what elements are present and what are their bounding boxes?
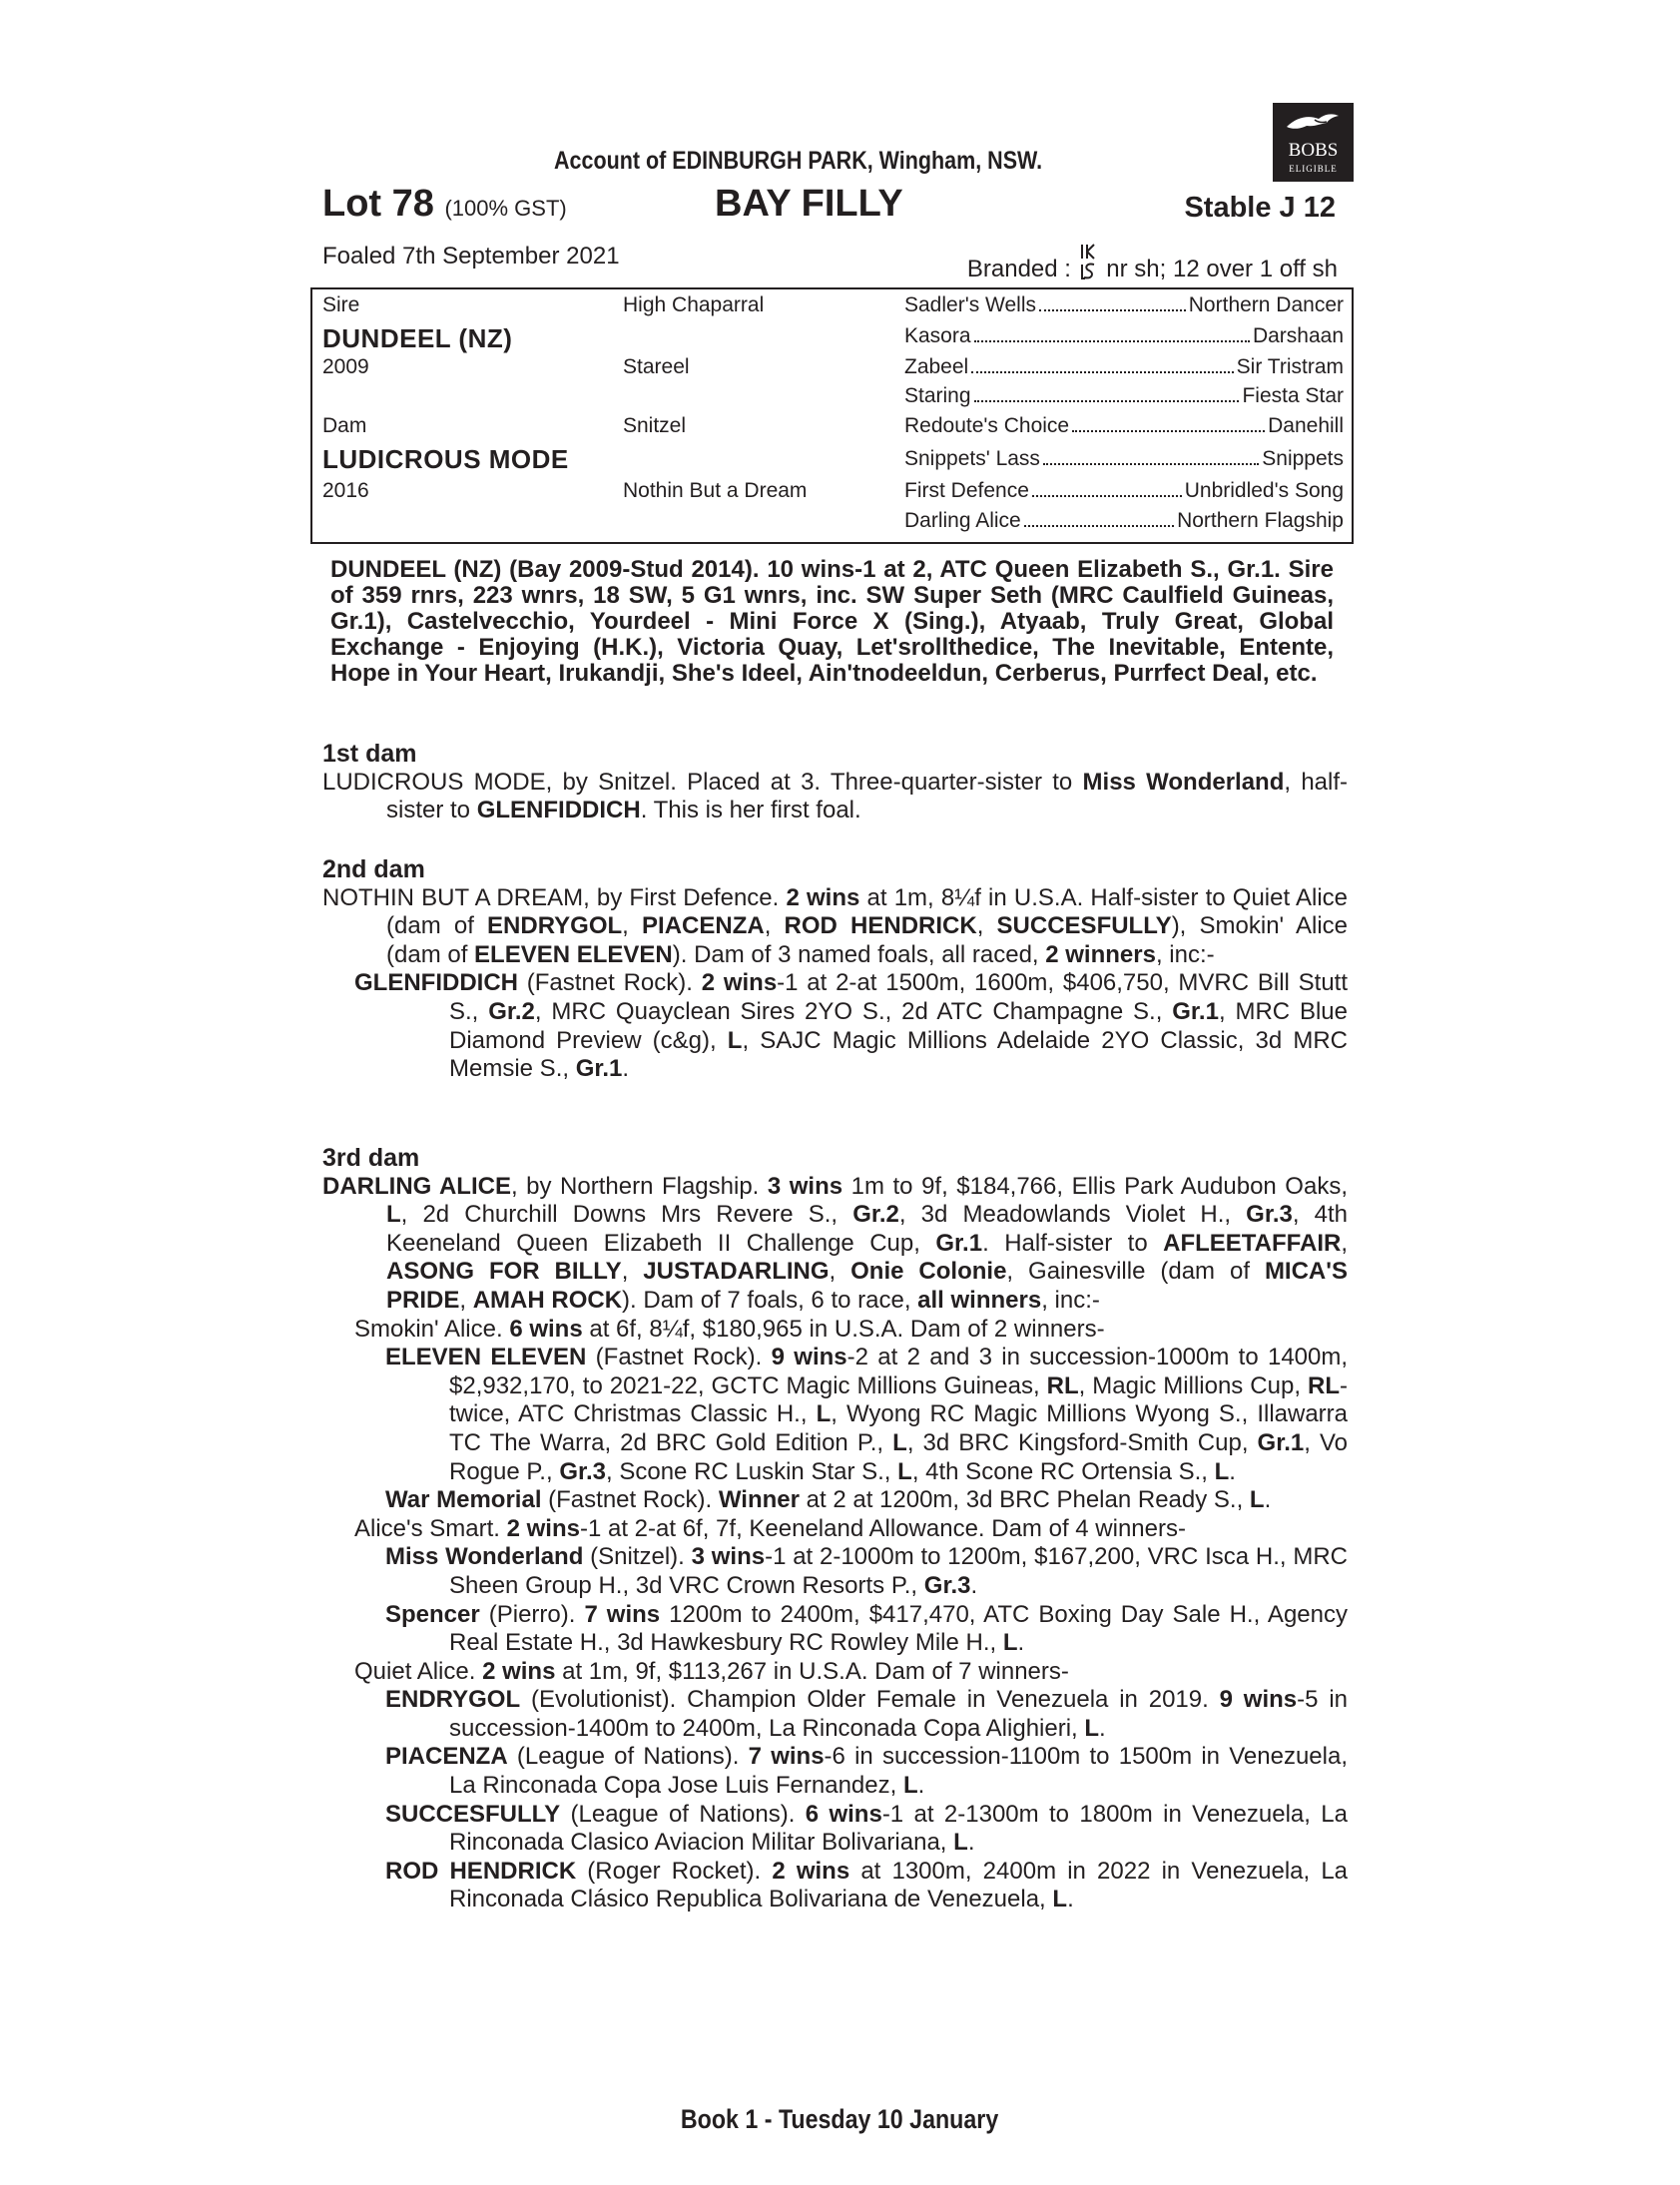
ancestor-right: Danehill (1268, 414, 1344, 437)
ancestor-right: Sir Tristram (1236, 355, 1344, 378)
ancestor-left: Staring (904, 384, 971, 407)
sire-sire: High Chaparral (623, 293, 765, 316)
daughter-entry: Alice's Smart. 2 wins-1 at 2-at 6f, 7f, Keeneland Allowance. Dam of 4 winners- (354, 1514, 1186, 1542)
lot-label: Lot 78 (322, 183, 434, 225)
dam-name: LUDICROUS MODE (322, 444, 569, 474)
brand-mark-icon (1078, 243, 1100, 282)
ancestor-right: Darshaan (1252, 324, 1344, 347)
sire-name: DUNDEEL (NZ) (322, 323, 513, 353)
logo-line1: BOBS (1288, 140, 1339, 161)
ancestor-right: Northern Flagship (1177, 509, 1344, 532)
progeny-entry: Spencer (Pierro). 7 wins 1200m to 2400m, $417,470, ATC Boxing Day Sale H., Agency Real Estate H., 3d Hawkesbury RC Rowley Mile H., L. (385, 1600, 1348, 1657)
branded-desc: nr sh; 12 over 1 off sh (1106, 256, 1338, 282)
progeny-entry: ELEVEN ELEVEN (Fastnet Rock). 9 wins-2 at 2 and 3 in succession-1000m to 1400m, $2,932,170, to 2021-22, GCTC Magic Millions Guineas, RL, Magic Millions Cup, RL-twice, ATC Christmas Classic H., L, Wyong RC Magic Millions Wyong S., Illawarra TC The Warra, 2d BRC Gold Edition P., L, 3d BRC Kingsford-Smith Cup, Gr.1, Vo Rogue P., Gr.3, Scone RC Luskin Star S., L, 4th Scone RC Ortensia S., L. (385, 1344, 1349, 1485)
dam-paragraph: DARLING ALICE, by Northern Flagship. 3 wins 1m to 9f, $184,766, Ellis Park Audubon Oaks, L, 2d Churchill Downs Mrs Revere S., Gr.2, 3d Meadowlands Violet H., Gr.3, 4th Keeneland Queen Elizabeth II Challenge Cup, Gr.1. Half-sister to AFLEETAFFAIR, ASONG FOR BILLY, JUSTADARLING, Onie Colonie, Gainesville (dam of MICA'S PRIDE, AMAH ROCK). Dam of 7 foals, 6 to race, all winners, inc:- (322, 1172, 1349, 1314)
ancestor-right: Snippets (1262, 447, 1344, 470)
sire-label: Sire (322, 293, 360, 316)
progeny-entry: PIACENZA (League of Nations). 7 wins-6 in succession-1100m to 1500m in Venezuela, La Rinconada Copa Jose Luis Fernandez, L. (385, 1743, 1348, 1800)
vendor-account: Account of EDINBURGH PARK, Wingham, NSW. (554, 147, 1043, 175)
ancestor-row (904, 414, 1344, 438)
ancestor-row (904, 479, 1344, 503)
ancestor-left: Darling Alice (904, 509, 1021, 532)
progeny-entry: GLENFIDDICH (Fastnet Rock). 2 wins-1 at 2-at 1500m, 1600m, $406,750, MVRC Bill Stutt S., Gr.2, MRC Quayclean Sires 2YO S., 2d ATC Champagne S., Gr.1, MRC Blue Diamond Preview (c&g), L, SAJC Magic Millions Adelaide 2YO Classic, 3d MRC Memsie S., Gr.1. (354, 969, 1349, 1083)
dam-sire: Snitzel (623, 414, 687, 437)
third-dam-section (322, 1144, 1348, 1914)
ancestor-row (904, 293, 1344, 317)
ancestor-right: Fiesta Star (1242, 384, 1344, 407)
pedigree-table (310, 287, 1354, 544)
dam-paragraph: NOTHIN BUT A DREAM, by First Defence. 2 wins at 1m, 8¼f in U.S.A. Half-sister to Quiet Alice (dam of ENDRYGOL, PIACENZA, ROD HENDRICK, SUCCESFULLY), Smokin' Alice (dam of ELEVEN ELEVEN). Dam of 3 named foals, all raced, 2 winners, inc:- (322, 883, 1349, 968)
progeny-entry: War Memorial (Fastnet Rock). Winner at 2 at 1200m, 3d BRC Phelan Ready S., L. (385, 1486, 1272, 1514)
second-dam-section (322, 855, 1348, 1084)
progeny-entry: SUCCESFULLY (League of Nations). 6 wins-1 at 2-1300m to 1800m in Venezuela, La Rinconada Clasico Aviacion Militar Bolivariana, L. (385, 1800, 1349, 1857)
ancestor-row (904, 355, 1344, 379)
progeny-entry: Miss Wonderland (Snitzel). 3 wins-1 at 2-1000m to 1200m, $167,200, VRC Isca H., MRC Sheen Group H., 3d VRC Crown Resorts P., Gr.3. (385, 1543, 1348, 1599)
dam-paragraph: LUDICROUS MODE, by Snitzel. Placed at 3. Three-quarter-sister to Miss Wonderland, half-sister to GLENFIDDICH. This is her first foal. (322, 768, 1349, 824)
sire-dam: Stareel (623, 355, 690, 378)
dam-dam: Nothin But a Dream (623, 479, 808, 502)
branded-info (967, 243, 1338, 283)
logo-line2: ELIGIBLE (1289, 164, 1338, 174)
first-dam-section (322, 740, 1348, 825)
ancestor-left: First Defence (904, 479, 1029, 502)
progeny-entry: ROD HENDRICK (Roger Rocket). 2 wins at 1300m, 2400m in 2022 in Venezuela, La Rinconada Clásico Republica Bolivariana de Venezuela, L. (385, 1857, 1349, 1913)
ancestor-right: Northern Dancer (1188, 293, 1344, 316)
ancestor-left: Zabeel (904, 355, 969, 378)
progeny-entry: ENDRYGOL (Evolutionist). Champion Older Female in Venezuela in 2019. 9 wins-5 in succession-1400m to 2400m, La Rinconada Copa Alighieri, L. (385, 1686, 1349, 1742)
ancestor-left: Sadler's Wells (904, 293, 1036, 316)
ancestor-left: Redoute's Choice (904, 414, 1070, 437)
section-heading: 1st dam (322, 740, 417, 768)
section-heading: 2nd dam (322, 855, 425, 883)
ancestor-row (904, 384, 1344, 408)
ancestor-row (904, 447, 1344, 471)
ancestor-row (904, 324, 1344, 348)
ancestor-right: Unbridled's Song (1184, 479, 1344, 502)
gst-note: (100% GST) (444, 196, 567, 221)
sire-summary: DUNDEEL (NZ) (Bay 2009-Stud 2014). 10 wins-1 at 2, ATC Queen Elizabeth S., Gr.1. Sire of 359 rnrs, 223 wnrs, 18 SW, 5 G1 wnrs, inc. SW Super Seth (MRC Caulfield Guineas, Gr.1), Castelvecchio, Yourdeel - Mini Force X (Sing.), Atyaab, Truly Great, Global Exchange - Enjoying (H.K.), Victoria Quay, Let'srollthedice, The Inevitable, Entente, Hope in Your Heart, Irukandji, She's Ideel, Ain'tnodeeldun, Cerberus, Purrfect Deal, etc. (330, 556, 1334, 687)
foaled-date: Foaled 7th September 2021 (322, 243, 620, 270)
page-title: BAY FILLY (715, 183, 903, 225)
dam-year: 2016 (322, 479, 369, 502)
branded-label: Branded : (966, 256, 1071, 282)
ancestor-left: Kasora (904, 324, 971, 347)
ancestor-row (904, 509, 1344, 533)
footer-text: Book 1 - Tuesday 10 January (681, 2104, 999, 2134)
dam-label: Dam (322, 414, 367, 437)
bobs-eligible-logo (1273, 103, 1354, 182)
daughter-entry: Smokin' Alice. 6 wins at 6f, 8¼f, $180,965 in U.S.A. Dam of 2 winners- (354, 1315, 1105, 1343)
sire-year: 2009 (322, 355, 369, 378)
bird-icon (1285, 111, 1341, 133)
page-footer (0, 2104, 1680, 2135)
stable-number: Stable J 12 (1184, 192, 1336, 224)
lot-number (322, 183, 567, 226)
ancestor-left: Snippets' Lass (904, 447, 1040, 470)
section-heading: 3rd dam (322, 1144, 420, 1172)
daughter-entry: Quiet Alice. 2 wins at 1m, 9f, $113,267 in U.S.A. Dam of 7 winners- (354, 1657, 1069, 1685)
